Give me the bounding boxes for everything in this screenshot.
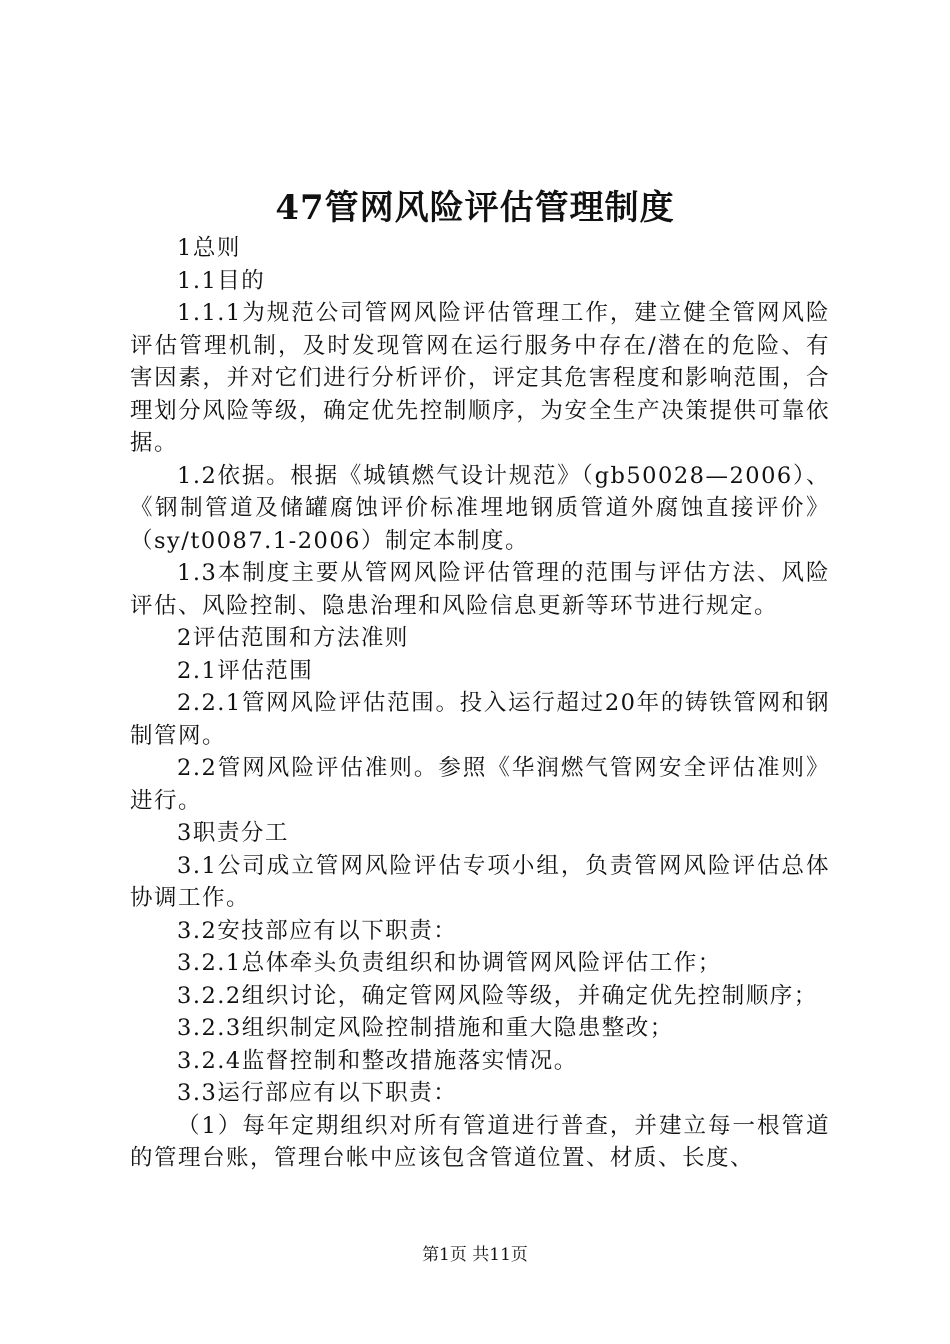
paragraph-scope-summary: 1.3本制度主要从管网风险评估管理的范围与评估方法、风险评估、风险控制、隐患治理和风险信息更新等环节进行规定。	[130, 560, 830, 619]
paragraph-assessment-criteria: 2.2管网风险评估准则。参照《华润燃气管网安全评估准则》进行。	[130, 755, 830, 814]
document-title: 47管网风险评估管理制度	[275, 188, 675, 228]
heading-assessment-scope: 2.1评估范围	[177, 657, 314, 684]
list-item-duty-3-2-4: 3.2.4监督控制和整改措施落实情况。	[177, 1047, 578, 1074]
paragraph-purpose: 1.1.1为规范公司管网风险评估管理工作，建立健全管网风险评估管理机制，及时发现管网在运行服务中存在/潜在的危险、有害因素，并对它们进行分析评价，评定其危害程度和影响范围，合理划分风险等级，确定优先控制顺序，为安全生产决策提供可靠依据。	[130, 300, 830, 456]
heading-purpose: 1.1目的	[177, 267, 266, 294]
document-body	[130, 232, 830, 1175]
heading-general: 1总则	[177, 235, 241, 261]
list-item-duty-3-2-2: 3.2.2组织讨论，确定管网风险等级，并确定优先控制顺序；	[177, 982, 818, 1009]
list-item-duty-3-2-1: 3.2.1总体牵头负责组织和协调管网风险评估工作；	[177, 950, 722, 976]
list-item-duty-3-2-3: 3.2.3组织制定风险控制措施和重大隐患整改；	[177, 1015, 674, 1041]
heading-safety-dept-duties: 3.2安技部应有以下职责：	[177, 917, 458, 944]
paragraph-assessment-scope: 2.2.1管网风险评估范围。投入运行超过20年的铸铁管网和钢制管网。	[130, 690, 830, 749]
paragraph-basis: 1.2依据。根据《城镇燃气设计规范》（gb50028—2006）、《钢制管道及储罐腐蚀评价标准埋地钢质管道外腐蚀直接评价》（sy/t0087.1-2006）制定本制度。	[130, 462, 830, 554]
heading-responsibilities: 3职责分工	[177, 820, 289, 846]
paragraph-working-group: 3.1公司成立管网风险评估专项小组，负责管网风险评估总体协调工作。	[130, 852, 830, 911]
heading-assessment-scope-method: 2评估范围和方法准则	[177, 625, 409, 651]
heading-operations-dept-duties: 3.3运行部应有以下职责：	[177, 1080, 458, 1106]
list-item-annual-survey: （1）每年定期组织对所有管道进行普查，并建立每一根管道的管理台账，管理台帐中应该包含管道位置、材质、长度、	[130, 1112, 830, 1171]
page-footer: 第1页 共11页	[422, 1245, 528, 1265]
